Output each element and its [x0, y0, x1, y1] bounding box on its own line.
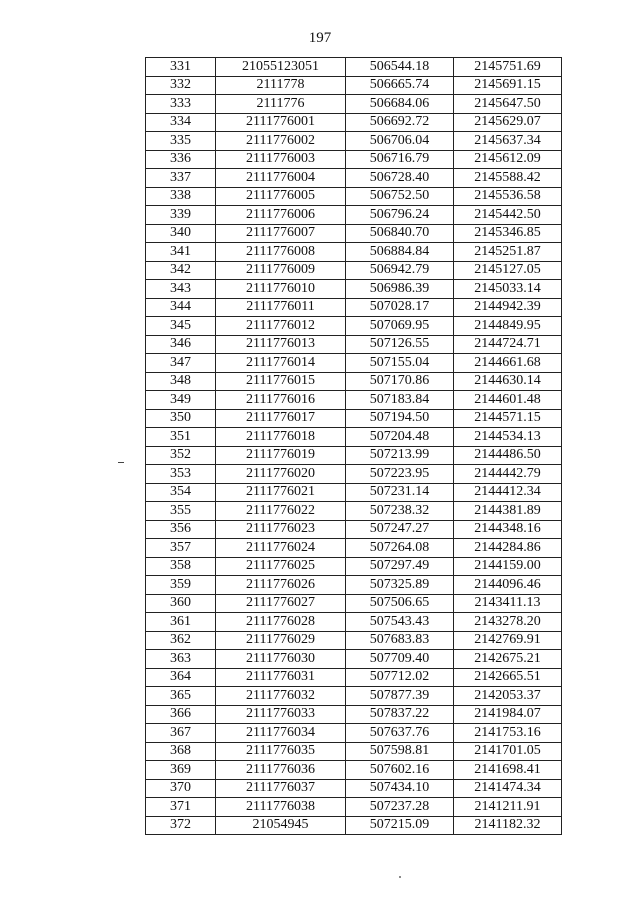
point-number-cell: 357 — [146, 539, 216, 558]
table-row — [146, 816, 562, 835]
y-coordinate-cell: 2141984.07 — [454, 705, 562, 724]
x-coordinate-cell: 507297.49 — [346, 557, 454, 576]
y-coordinate-cell: 2145612.09 — [454, 150, 562, 169]
x-coordinate-cell: 506884.84 — [346, 243, 454, 262]
table-row — [146, 724, 562, 743]
x-coordinate-cell: 507237.28 — [346, 798, 454, 817]
point-id-cell: 2111776031 — [216, 668, 346, 687]
y-coordinate-cell: 2144724.71 — [454, 335, 562, 354]
table-row — [146, 576, 562, 595]
point-id-cell: 2111776013 — [216, 335, 346, 354]
table-row — [146, 668, 562, 687]
x-coordinate-cell: 507637.76 — [346, 724, 454, 743]
x-coordinate-cell: 506728.40 — [346, 169, 454, 188]
point-number-cell: 334 — [146, 113, 216, 132]
table-row — [146, 594, 562, 613]
x-coordinate-cell: 507543.43 — [346, 613, 454, 632]
x-coordinate-cell: 506692.72 — [346, 113, 454, 132]
table-row — [146, 705, 562, 724]
point-id-cell: 2111776017 — [216, 409, 346, 428]
point-number-cell: 365 — [146, 687, 216, 706]
point-number-cell: 370 — [146, 779, 216, 798]
point-number-cell: 369 — [146, 761, 216, 780]
y-coordinate-cell: 2145647.50 — [454, 95, 562, 114]
table-row — [146, 243, 562, 262]
y-coordinate-cell: 2145033.14 — [454, 280, 562, 299]
x-coordinate-cell: 507325.89 — [346, 576, 454, 595]
table-row — [146, 280, 562, 299]
x-coordinate-cell: 507264.08 — [346, 539, 454, 558]
y-coordinate-cell: 2145637.34 — [454, 132, 562, 151]
point-id-cell: 2111776032 — [216, 687, 346, 706]
x-coordinate-cell: 506716.79 — [346, 150, 454, 169]
point-id-cell: 2111776035 — [216, 742, 346, 761]
x-coordinate-cell: 506665.74 — [346, 76, 454, 95]
point-id-cell: 2111776018 — [216, 428, 346, 447]
point-number-cell: 337 — [146, 169, 216, 188]
x-coordinate-cell: 506684.06 — [346, 95, 454, 114]
point-id-cell: 2111776022 — [216, 502, 346, 521]
point-id-cell: 2111776027 — [216, 594, 346, 613]
point-number-cell: 366 — [146, 705, 216, 724]
point-number-cell: 361 — [146, 613, 216, 632]
x-coordinate-cell: 507434.10 — [346, 779, 454, 798]
point-number-cell: 335 — [146, 132, 216, 151]
table-row — [146, 779, 562, 798]
table-row — [146, 261, 562, 280]
point-id-cell: 2111776034 — [216, 724, 346, 743]
y-coordinate-cell: 2141182.32 — [454, 816, 562, 835]
point-number-cell: 338 — [146, 187, 216, 206]
table-row — [146, 335, 562, 354]
y-coordinate-cell: 2143411.13 — [454, 594, 562, 613]
y-coordinate-cell: 2144630.14 — [454, 372, 562, 391]
y-coordinate-cell: 2145751.69 — [454, 58, 562, 77]
point-id-cell: 2111776030 — [216, 650, 346, 669]
table-row — [146, 465, 562, 484]
y-coordinate-cell: 2145346.85 — [454, 224, 562, 243]
x-coordinate-cell: 507877.39 — [346, 687, 454, 706]
point-id-cell: 2111776036 — [216, 761, 346, 780]
x-coordinate-cell: 507155.04 — [346, 354, 454, 373]
point-number-cell: 348 — [146, 372, 216, 391]
point-id-cell: 2111776024 — [216, 539, 346, 558]
x-coordinate-cell: 507712.02 — [346, 668, 454, 687]
x-coordinate-cell: 506942.79 — [346, 261, 454, 280]
table-row — [146, 650, 562, 669]
point-id-cell: 2111776006 — [216, 206, 346, 225]
table-row — [146, 761, 562, 780]
y-coordinate-cell: 2144284.86 — [454, 539, 562, 558]
y-coordinate-cell: 2144601.48 — [454, 391, 562, 410]
y-coordinate-cell: 2144661.68 — [454, 354, 562, 373]
point-number-cell: 367 — [146, 724, 216, 743]
y-coordinate-cell: 2145442.50 — [454, 206, 562, 225]
point-id-cell: 2111776010 — [216, 280, 346, 299]
point-id-cell: 2111776004 — [216, 169, 346, 188]
point-id-cell: 2111776029 — [216, 631, 346, 650]
y-coordinate-cell: 2142053.37 — [454, 687, 562, 706]
table-row — [146, 150, 562, 169]
table-row — [146, 372, 562, 391]
x-coordinate-cell: 507683.83 — [346, 631, 454, 650]
point-number-cell: 336 — [146, 150, 216, 169]
point-id-cell: 2111776007 — [216, 224, 346, 243]
point-number-cell: 345 — [146, 317, 216, 336]
table-row — [146, 409, 562, 428]
table-row — [146, 798, 562, 817]
table-row — [146, 187, 562, 206]
point-id-cell: 2111776033 — [216, 705, 346, 724]
point-id-cell: 2111776012 — [216, 317, 346, 336]
y-coordinate-cell: 2145251.87 — [454, 243, 562, 262]
page-number: 197 — [308, 30, 332, 46]
table-row — [146, 132, 562, 151]
y-coordinate-cell: 2144381.89 — [454, 502, 562, 521]
y-coordinate-cell: 2144571.15 — [454, 409, 562, 428]
point-id-cell: 2111776016 — [216, 391, 346, 410]
table-row — [146, 446, 562, 465]
x-coordinate-cell: 507231.14 — [346, 483, 454, 502]
point-number-cell: 355 — [146, 502, 216, 521]
table-row — [146, 206, 562, 225]
point-id-cell: 2111776 — [216, 95, 346, 114]
y-coordinate-cell: 2145127.05 — [454, 261, 562, 280]
point-id-cell: 2111776019 — [216, 446, 346, 465]
table-row — [146, 317, 562, 336]
point-number-cell: 356 — [146, 520, 216, 539]
point-id-cell: 2111776020 — [216, 465, 346, 484]
table-row — [146, 224, 562, 243]
point-id-cell: 2111776008 — [216, 243, 346, 262]
x-coordinate-cell: 507194.50 — [346, 409, 454, 428]
table-row — [146, 169, 562, 188]
table-row — [146, 483, 562, 502]
y-coordinate-cell: 2141698.41 — [454, 761, 562, 780]
point-number-cell: 354 — [146, 483, 216, 502]
y-coordinate-cell: 2141474.34 — [454, 779, 562, 798]
point-number-cell: 371 — [146, 798, 216, 817]
point-number-cell: 372 — [146, 816, 216, 835]
point-number-cell: 359 — [146, 576, 216, 595]
y-coordinate-cell: 2145536.58 — [454, 187, 562, 206]
point-number-cell: 340 — [146, 224, 216, 243]
x-coordinate-cell: 507028.17 — [346, 298, 454, 317]
point-id-cell: 2111776003 — [216, 150, 346, 169]
table-row — [146, 687, 562, 706]
y-coordinate-cell: 2144096.46 — [454, 576, 562, 595]
x-coordinate-cell: 506986.39 — [346, 280, 454, 299]
point-id-cell: 2111776028 — [216, 613, 346, 632]
y-coordinate-cell: 2142769.91 — [454, 631, 562, 650]
table-row — [146, 95, 562, 114]
y-coordinate-cell: 2142675.21 — [454, 650, 562, 669]
x-coordinate-cell: 507170.86 — [346, 372, 454, 391]
point-id-cell: 21055123051 — [216, 58, 346, 77]
table-row — [146, 58, 562, 77]
x-coordinate-cell: 506840.70 — [346, 224, 454, 243]
point-id-cell: 2111776026 — [216, 576, 346, 595]
y-coordinate-cell: 2144486.50 — [454, 446, 562, 465]
point-id-cell: 2111776025 — [216, 557, 346, 576]
y-coordinate-cell: 2141211.91 — [454, 798, 562, 817]
y-coordinate-cell: 2143278.20 — [454, 613, 562, 632]
x-coordinate-cell: 507238.32 — [346, 502, 454, 521]
x-coordinate-cell: 507215.09 — [346, 816, 454, 835]
table-row — [146, 742, 562, 761]
x-coordinate-cell: 506544.18 — [346, 58, 454, 77]
point-id-cell: 2111776021 — [216, 483, 346, 502]
point-number-cell: 347 — [146, 354, 216, 373]
point-number-cell: 333 — [146, 95, 216, 114]
x-coordinate-cell: 507069.95 — [346, 317, 454, 336]
coordinate-table — [145, 57, 562, 835]
point-number-cell: 353 — [146, 465, 216, 484]
x-coordinate-cell: 507709.40 — [346, 650, 454, 669]
table-row — [146, 631, 562, 650]
x-coordinate-cell: 507183.84 — [346, 391, 454, 410]
point-number-cell: 343 — [146, 280, 216, 299]
point-number-cell: 363 — [146, 650, 216, 669]
point-number-cell: 339 — [146, 206, 216, 225]
table-row — [146, 428, 562, 447]
point-number-cell: 341 — [146, 243, 216, 262]
x-coordinate-cell: 507247.27 — [346, 520, 454, 539]
point-id-cell: 2111776023 — [216, 520, 346, 539]
y-coordinate-cell: 2144942.39 — [454, 298, 562, 317]
x-coordinate-cell: 507204.48 — [346, 428, 454, 447]
table-row — [146, 354, 562, 373]
point-number-cell: 360 — [146, 594, 216, 613]
x-coordinate-cell: 507506.65 — [346, 594, 454, 613]
point-id-cell: 2111776015 — [216, 372, 346, 391]
y-coordinate-cell: 2145691.15 — [454, 76, 562, 95]
x-coordinate-cell: 506752.50 — [346, 187, 454, 206]
x-coordinate-cell: 507837.22 — [346, 705, 454, 724]
y-coordinate-cell: 2144159.00 — [454, 557, 562, 576]
y-coordinate-cell: 2141701.05 — [454, 742, 562, 761]
table-row — [146, 391, 562, 410]
y-coordinate-cell: 2144534.13 — [454, 428, 562, 447]
table-row — [146, 520, 562, 539]
point-id-cell: 2111776001 — [216, 113, 346, 132]
point-number-cell: 352 — [146, 446, 216, 465]
point-id-cell: 2111776014 — [216, 354, 346, 373]
point-number-cell: 350 — [146, 409, 216, 428]
y-coordinate-cell: 2141753.16 — [454, 724, 562, 743]
point-number-cell: 351 — [146, 428, 216, 447]
x-coordinate-cell: 507602.16 — [346, 761, 454, 780]
point-number-cell: 342 — [146, 261, 216, 280]
point-id-cell: 2111776037 — [216, 779, 346, 798]
x-coordinate-cell: 507598.81 — [346, 742, 454, 761]
point-number-cell: 346 — [146, 335, 216, 354]
point-id-cell: 2111776002 — [216, 132, 346, 151]
point-number-cell: 331 — [146, 58, 216, 77]
table-row — [146, 298, 562, 317]
x-coordinate-cell: 506706.04 — [346, 132, 454, 151]
point-number-cell: 364 — [146, 668, 216, 687]
x-coordinate-cell: 507126.55 — [346, 335, 454, 354]
table-row — [146, 557, 562, 576]
point-number-cell: 358 — [146, 557, 216, 576]
point-number-cell: 362 — [146, 631, 216, 650]
table-row — [146, 76, 562, 95]
y-coordinate-cell: 2142665.51 — [454, 668, 562, 687]
point-id-cell: 2111776038 — [216, 798, 346, 817]
table-row — [146, 113, 562, 132]
point-id-cell: 2111776011 — [216, 298, 346, 317]
y-coordinate-cell: 2144442.79 — [454, 465, 562, 484]
y-coordinate-cell: 2145629.07 — [454, 113, 562, 132]
table-row — [146, 613, 562, 632]
y-coordinate-cell: 2145588.42 — [454, 169, 562, 188]
point-number-cell: 344 — [146, 298, 216, 317]
point-number-cell: 368 — [146, 742, 216, 761]
point-id-cell: 2111776009 — [216, 261, 346, 280]
point-id-cell: 21054945 — [216, 816, 346, 835]
scan-speck — [399, 876, 401, 878]
x-coordinate-cell: 506796.24 — [346, 206, 454, 225]
coordinate-table-body — [146, 58, 562, 835]
x-coordinate-cell: 507223.95 — [346, 465, 454, 484]
x-coordinate-cell: 507213.99 — [346, 446, 454, 465]
y-coordinate-cell: 2144348.16 — [454, 520, 562, 539]
y-coordinate-cell: 2144412.34 — [454, 483, 562, 502]
margin-mark — [118, 462, 124, 463]
point-id-cell: 2111778 — [216, 76, 346, 95]
table-row — [146, 502, 562, 521]
y-coordinate-cell: 2144849.95 — [454, 317, 562, 336]
point-number-cell: 332 — [146, 76, 216, 95]
table-row — [146, 539, 562, 558]
point-number-cell: 349 — [146, 391, 216, 410]
point-id-cell: 2111776005 — [216, 187, 346, 206]
